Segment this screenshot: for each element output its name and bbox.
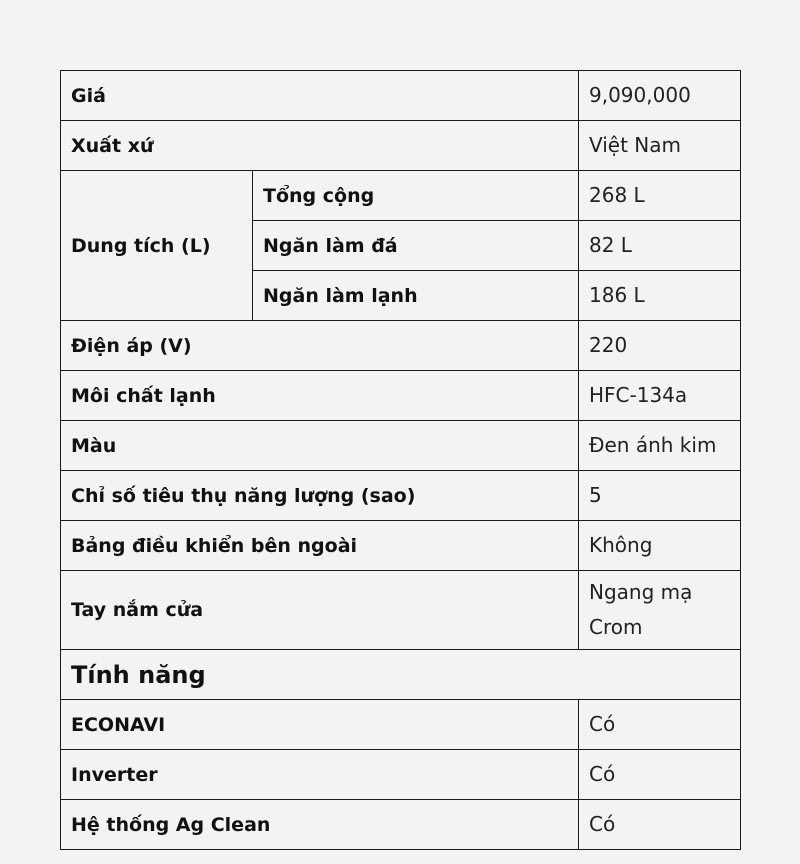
table-row-control-panel — [61, 521, 741, 571]
ag-clean-value: Có — [579, 800, 741, 850]
capacity-fridge-value: 186 L — [579, 271, 741, 321]
capacity-freezer-label: Ngăn làm đá — [253, 221, 579, 271]
capacity-total-value: 268 L — [579, 171, 741, 221]
voltage-label: Điện áp (V) — [61, 321, 579, 371]
table-row-voltage — [61, 321, 741, 371]
capacity-total-label: Tổng cộng — [253, 171, 579, 221]
voltage-value: 220 — [579, 321, 741, 371]
control-panel-value: Không — [579, 521, 741, 571]
energy-value: 5 — [579, 471, 741, 521]
color-label: Màu — [61, 421, 579, 471]
refrigerant-value: HFC-134a — [579, 371, 741, 421]
handle-value: Ngang mạ Crom — [579, 571, 741, 650]
price-label: Giá — [61, 71, 579, 121]
refrigerant-label: Môi chất lạnh — [61, 371, 579, 421]
table-row-origin — [61, 121, 741, 171]
inverter-label: Inverter — [61, 750, 579, 800]
inverter-value: Có — [579, 750, 741, 800]
econavi-value: Có — [579, 700, 741, 750]
handle-label: Tay nắm cửa — [61, 571, 579, 650]
origin-label: Xuất xứ — [61, 121, 579, 171]
control-panel-label: Bảng điều khiển bên ngoài — [61, 521, 579, 571]
table-row-ag-clean — [61, 800, 741, 850]
table-row-capacity-total — [61, 171, 741, 221]
energy-label: Chỉ số tiêu thụ năng lượng (sao) — [61, 471, 579, 521]
table-row-features-heading — [61, 650, 741, 700]
table-row-price — [61, 71, 741, 121]
table-row-color — [61, 421, 741, 471]
features-heading: Tính năng — [61, 650, 741, 700]
capacity-label: Dung tích (L) — [61, 171, 253, 321]
table-row-handle — [61, 571, 741, 650]
capacity-freezer-value: 82 L — [579, 221, 741, 271]
price-value: 9,090,000 — [579, 71, 741, 121]
origin-value: Việt Nam — [579, 121, 741, 171]
spec-table — [60, 70, 741, 850]
table-row-econavi — [61, 700, 741, 750]
table-row-energy — [61, 471, 741, 521]
econavi-label: ECONAVI — [61, 700, 579, 750]
table-row-inverter — [61, 750, 741, 800]
color-value: Đen ánh kim — [579, 421, 741, 471]
table-row-refrigerant — [61, 371, 741, 421]
ag-clean-label: Hệ thống Ag Clean — [61, 800, 579, 850]
capacity-fridge-label: Ngăn làm lạnh — [253, 271, 579, 321]
